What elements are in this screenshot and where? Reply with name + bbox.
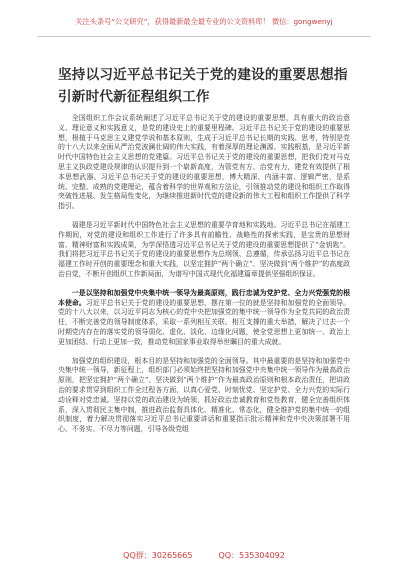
footer-qq-group: QQ群：30265665	[123, 551, 193, 560]
paragraph-4	[58, 357, 350, 435]
footer-contacts	[0, 548, 408, 564]
paragraph-text: 福建是习近平新时代中国特色社会主义思想的重要孕育地和实践地。习近平总书记在福建工作期间，对党的建设和组织工作进行了许多具有前瞻性、战略性的探索实践，是宝贵的思想财富、精神财富和实践成果，为学深悟透习近平总书记关于党的建设的重要思想提供了“金钥匙”。我们将把习近平总书记关于党的建设的重要思想作为总纲领、总遵循，传承弘扬习近平总书记在福建工作时开创的重要理念和重大实践，以坚定拥护“两个确立”、坚决做到“两个维护”的高度政治自觉，不断开创组织工作新局面，为谱写中国式现代化福建篇章提供坚强组织保证。	[58, 220, 350, 278]
paragraph-text: 习近平总书记关于党的建设的重要思想，摆在第一位的就是坚持和加强党的全面领导。党的十八大以来，以习近平同志为核心的党中央把加强党的集中统一领导作为全党共同的政治责任，不断完善党的领导制度体系，采取一系列相互关联、相互支撑的重大举措，解决了过去一个时期党内存在的落实党的领导弱化、虚化、淡化、边缘化问题，使全党思想上更加统一、政治上更加团结、行动上更加一致，推动党和国家事业取得举世瞩目的重大成就。	[58, 298, 351, 346]
paragraph-2	[58, 221, 350, 280]
paragraph-1	[58, 114, 350, 212]
footer-qq: QQ：535304092	[218, 551, 285, 560]
paragraph-text: 加强党的组织建设，根本目的是坚持和加强党的全面领导。其中最重要的是坚持和加强党中央集中统一领导，新征程上，组织部门必须始终把坚持和加强党中央集中统一领导作为最高政治原则，把坚定拥护“两个确立”、坚决做到“两个维护”作为最高政治原则和根本政治责任，把讲政治的要求贯穿到组织工作全过程各方面，以真心爱党、时刻忧党、坚定护党、全力兴党的实际行动诠释对党忠诚。坚持以党的政治建设为统领，抓好政治忠诚教育和党性教育，健全完善组织体系，深入贯彻民主集中制，推进政治监督具体化、精准化、常态化，健全维护党的集中统一的组织制度，着力解决贯彻落实习近平总书记重要讲话和重要指示批示精神和党中央决策部署不用心、不务实、不尽力等问题，引导各级党组	[58, 356, 350, 434]
header-banner: 关注头条号“公文研究”，获得最新最全最专业的公文资料库！ 微信：gongwenyj	[75, 17, 333, 26]
paragraph-3	[58, 289, 350, 348]
paragraph-text: 全国组织工作会议系统阐述了习近平总书记关于党的建设的重要思想，具有重大的政治意义、理论意义和实践意义，是党的建设史上的重要里程碑。习近平总书记关于党的建设的重要思想，根植于马克思主义建党学说和基本原则，生成于习近平总书记长期的实践、思考，特别是党的十八大以来全面从严治党波澜壮阔的伟大实践，有着深厚的理论渊源、实践根基，是习近平新时代中国特色社会主义思想的党建篇。习近平总书记关于党的建设的重要思想，把我们党对马克思主义执政党建设规律的认识提升到一个崭新高度，为管党有方、治党有力，建党有效提供了根本思想武器。习近平总书记关于党的建设的重要思想，博大精深、内涵丰富、逻辑严密，是系统、完整、成熟的党建理论，蕴含着科学的世界观和方法论，引领推动党的建设和组织工作取得突破性进展、发生格局性变化，为继续推进新时代党的建设新的伟大工程和组织工作提供了科学指引。	[58, 114, 350, 211]
header-divider	[38, 36, 370, 37]
document-title: 坚持以习近平总书记关于党的建设的重要思想指引新时代新征程组织工作	[58, 67, 348, 105]
document-body	[58, 114, 350, 435]
paragraph-lead: 一是以坚持和加强党中央集中统一领导为最高原则，践行忠诚为党护党、全力兴党强党的根本使命。	[58, 288, 350, 307]
